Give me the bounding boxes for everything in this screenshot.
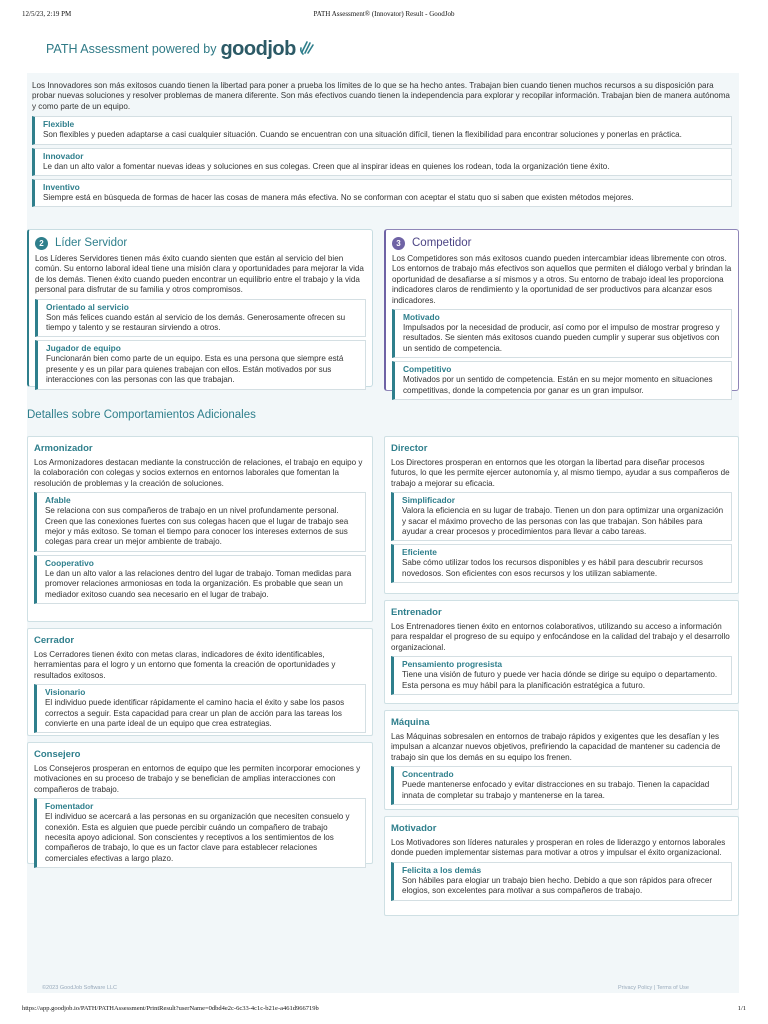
behavior-card-director: [384, 436, 739, 594]
innovator-section: [32, 81, 732, 207]
rank-title: Líder Servidor: [55, 237, 128, 249]
trait-text: Se relaciona con sus compañeros de trabajo en un nivel profundamente personal. Creen que las conexiones fuertes con sus colegas hacen que el lugar de trabajo sea mejor y más exitoso. Se toman el tiempo para conocer los intereses externos de sus colegas para crear un mejor ambiente de trabajo.: [45, 506, 349, 547]
behavior-description: Los Cerradores tienen éxito con metas claras, indicadores de éxito identificables, herramientas para el logro y un entorno que fomenta la creación de oportunidades y resultados exitosos.: [34, 650, 336, 680]
trait-title: Visionario: [45, 687, 86, 698]
footer-links[interactable]: Privacy Policy | Terms of Use: [617, 985, 689, 991]
trait-card: [391, 766, 732, 805]
trait-text: Tiene una visión de futuro y puede ver hacia dónde se dirige su equipo o departamento. Esta persona es muy hábil para la planificación estratégica a futuro.: [402, 670, 718, 690]
behavior-title: Motivador: [391, 823, 437, 834]
behavior-description: Los Armonizadores destacan mediante la construcción de relaciones, el trabajo en equipo y la colaboración con colegas y socios externos en entornos laborales que fomentan la resolución de problemas y la creación de soluciones.: [34, 458, 363, 488]
print-url: https://app.goodjob.io/PATH/PATHAssessment/PrintResult?userName=0dbd4e2c-6c33-4c1c-b21e-a461d966719b: [22, 1005, 319, 1012]
behavior-title: Armonizador: [34, 443, 93, 454]
trait-card: [35, 340, 366, 389]
trait-card: [391, 544, 732, 583]
behavior-card-armonizador: [27, 436, 373, 622]
trait-card: [391, 656, 732, 695]
behavior-description: Los Entrenadores tienen éxito en entornos colaborativos, utilizando su acceso a información para respaldar el progreso de su equipo y enfocándose en la calidad del trabajo y el desarrollo organizacional.: [391, 622, 730, 652]
goodjob-logo: goodjob: [220, 37, 296, 60]
behavior-title: Consejero: [34, 749, 81, 760]
rank-2-card: [27, 229, 373, 387]
trait-text: Valora la eficiencia en su lugar de trabajo. Tienen un don para optimizar una organización y sacar el máximo provecho de las personas con las que trabajan. Son hábiles para ayudar a crear procesos y procedimientos para llevar a cabo tareas.: [402, 506, 724, 537]
trait-card: [32, 179, 732, 207]
trait-title: Cooperativo: [45, 557, 94, 568]
trait-title: Orientado al servicio: [46, 301, 129, 312]
trait-text: Puede mantenerse enfocado y evitar distracciones en su trabajo. Tienen la capacidad innata de completar su trabajo y mantenerse en la tarea.: [402, 780, 710, 800]
trait-title: Concentrado: [402, 769, 454, 780]
trait-text: Le dan un alto valor a fomentar nuevas ideas y soluciones en sus colegas. Creen que al inspirar ideas en quienes los rodean, toda la organización tiene éxito.: [43, 161, 610, 171]
trait-title: Competitivo: [403, 364, 452, 375]
rank-description: Los Líderes Servidores tienen más éxito cuando sienten que están al servicio del bien común. Su entorno laboral ideal tiene una misión clara y oportunidades para mejorar la vida de los demás. Tienen éxito cuando pueden encontrar un equilibrio entre el trabajo y la vida personal para disfrutar de su familia y otros compromisos.: [35, 254, 364, 295]
behavior-card-cerrador: [27, 628, 373, 736]
innovator-description: Los Innovadores son más exitosos cuando tienen la libertad para poner a prueba los límites de lo que se ha hecho antes. Trabajan bien cuando tienen muchos recursos a su disposición para probar nuevas soluciones y resolver problemas de manera diferente. Son más efectivos cuando tienen la independencia para explorar y recopilar información. Trabajan bien de manera autónoma y como parte de un equipo.: [32, 81, 730, 111]
trait-text: El individuo puede identificar rápidamente el camino hacia el éxito y sabe los pasos correctos a seguir. Esta capacidad para crear un plan de acción para las tareas los convierte en una parte ideal de un equipo que crea estrategias.: [45, 698, 345, 729]
behavior-card-consejero: [27, 742, 373, 864]
trait-text: El individuo se acercará a las personas en su organización que necesiten consuelo y conexión. Esta es alguien que puede percibir cuándo un compañero de trabajo necesita apoyo adicional. Son conscientes y receptivos a los sentimientos de los compañeros de trabajo, lo que es un factor clave para establecer relaciones comerciales efectivas a largo plazo.: [45, 812, 350, 863]
rank-3-card: [384, 229, 739, 395]
trait-card: [34, 555, 366, 604]
trait-card: [391, 492, 732, 541]
trait-card: [34, 492, 366, 552]
trait-title: Inventivo: [43, 182, 80, 193]
trait-text: Impulsados por la necesidad de producir, así como por el impulso de mostrar progreso y resultados. Se sienten más exitosos cuando pueden cumplir y superar sus objetivos con un sentido de competencia.: [403, 323, 720, 353]
behavior-title: Entrenador: [391, 607, 442, 618]
print-footer: [22, 1005, 746, 1017]
trait-text: Son más felices cuando están al servicio de los demás. Generosamente ofrecen su tiempo y talento y se restauran sirviendo a otros.: [46, 312, 346, 333]
brand-text: PATH Assessment powered by: [46, 42, 217, 56]
trait-text: Sabe cómo utilizar todos los recursos disponibles y es hábil para descubrir recursos novedosos. Son eficientes con esos recursos y los utilizan sabiamente.: [402, 558, 703, 578]
print-header: [22, 10, 746, 22]
copyright-text: ©2023 GoodJob Software LLC: [42, 985, 117, 991]
trait-card: [35, 299, 366, 338]
print-page-number: 1/1: [737, 1005, 746, 1012]
trait-card: [34, 798, 366, 868]
trait-text: Siempre está en búsqueda de formas de hacer las cosas de manera más efectiva. No se conforman con aceptar el statu quo si saben que existen métodos mejores.: [43, 193, 634, 203]
trait-title: Eficiente: [402, 547, 437, 558]
print-title: PATH Assessment® (Innovator) Result - GoodJob: [313, 10, 455, 18]
trait-text: Son flexibles y pueden adaptarse a casi cualquier situación. Cuando se encuentran con una situación difícil, tienen la flexibilidad para encontrar soluciones y ponerlas en práctica.: [43, 130, 682, 140]
rank-number-badge: 2: [35, 237, 48, 250]
trait-title: Jugador de equipo: [46, 343, 121, 354]
trait-text: Son hábiles para elogiar un trabajo bien hecho. Debido a que son rápidos para ofrecer elogios, son excelentes para motivar a sus compañeros de trabajo.: [402, 875, 713, 896]
trait-card: [391, 862, 732, 901]
trait-text: Motivados por un sentido de competencia. Están en su mejor momento en situaciones competitivas, donde la competencia por ganar es un gran impulsor.: [403, 375, 713, 395]
behavior-title: Cerrador: [34, 635, 75, 646]
trait-card: [34, 684, 366, 733]
trait-text: Le dan un alto valor a las relaciones dentro del lugar de trabajo. Toman medidas para promover relaciones armoniosas en toda la organización. Es probable que sean un mediador exitoso cuando sea necesario en el lugar de trabajo.: [45, 568, 352, 599]
details-section-title: Detalles sobre Comportamientos Adicionales: [27, 409, 256, 421]
behavior-description: Los Motivadores son líderes naturales y prosperan en roles de liderazgo y entornos laborales donde pueden implementar sistemas para motivar a otros y impulsar el éxito organizacional.: [391, 838, 726, 858]
rank-number-badge: 3: [392, 237, 405, 250]
rank-title: Competidor: [412, 237, 472, 249]
behavior-description: Las Máquinas sobresalen en entornos de trabajo rápidos y exigentes que les desafían y les impulsan a alcanzar nuevos objetivos, prefiriendo la capacidad de mantener su cadencia de trabajo sin que los demás en su equipo los frenen.: [391, 732, 721, 762]
hand-logo-icon: [298, 38, 316, 61]
result-page: [27, 73, 739, 993]
behavior-title: Máquina: [391, 717, 430, 728]
trait-card: [32, 116, 732, 144]
trait-title: Felicita a los demás: [402, 864, 482, 875]
trait-title: Simplificador: [402, 495, 456, 506]
rank-description: Los Competidores son más exitosos cuando pueden intercambiar ideas libremente con otros. Los entornos de trabajo más efectivos son aquellos que permiten el diálogo verbal y brindan la oportunidad de desafiarse a sí mismos y a otros. Su entorno de trabajo ideal les proporciona indicadores claros de rendimiento y la oportunidad de ser productivos para alcanzar esos indicadores.: [392, 254, 732, 305]
trait-title: Flexible: [43, 119, 75, 130]
trait-title: Afable: [45, 495, 71, 506]
trait-card: [32, 148, 732, 176]
trait-card: [392, 309, 732, 358]
print-datetime: 12/5/23, 2:19 PM: [22, 10, 72, 18]
trait-title: Innovador: [43, 150, 84, 161]
behavior-description: Los Consejeros prosperan en entornos de equipo que les permiten incorporar emociones y motivaciones en su proceso de trabajo y se benefician de amplias interacciones con compañeros de trabajo.: [34, 764, 361, 794]
trait-card: [392, 361, 732, 400]
trait-title: Pensamiento progresista: [402, 659, 503, 670]
behavior-card-maquina: [384, 710, 739, 810]
behavior-title: Director: [391, 443, 428, 454]
behavior-description: Los Directores prosperan en entornos que les otorgan la libertad para diseñar procesos futuros, lo que les permite ejercer autonomía y, al mismo tiempo, ayudar a sus compañeros de trabajo a mejorar su eficacia.: [391, 458, 730, 488]
brand-header[interactable]: [46, 36, 316, 62]
behavior-card-entrenador: [384, 600, 739, 704]
behavior-card-motivador: [384, 816, 739, 916]
trait-title: Fomentador: [45, 801, 94, 812]
trait-title: Motivado: [403, 312, 440, 323]
trait-text: Funcionarán bien como parte de un equipo. Esta es una persona que siempre está presente y es un pilar para quienes trabajan con ellos. Están motivados por sus interacciones con las personas con las que trabajan.: [46, 354, 344, 385]
